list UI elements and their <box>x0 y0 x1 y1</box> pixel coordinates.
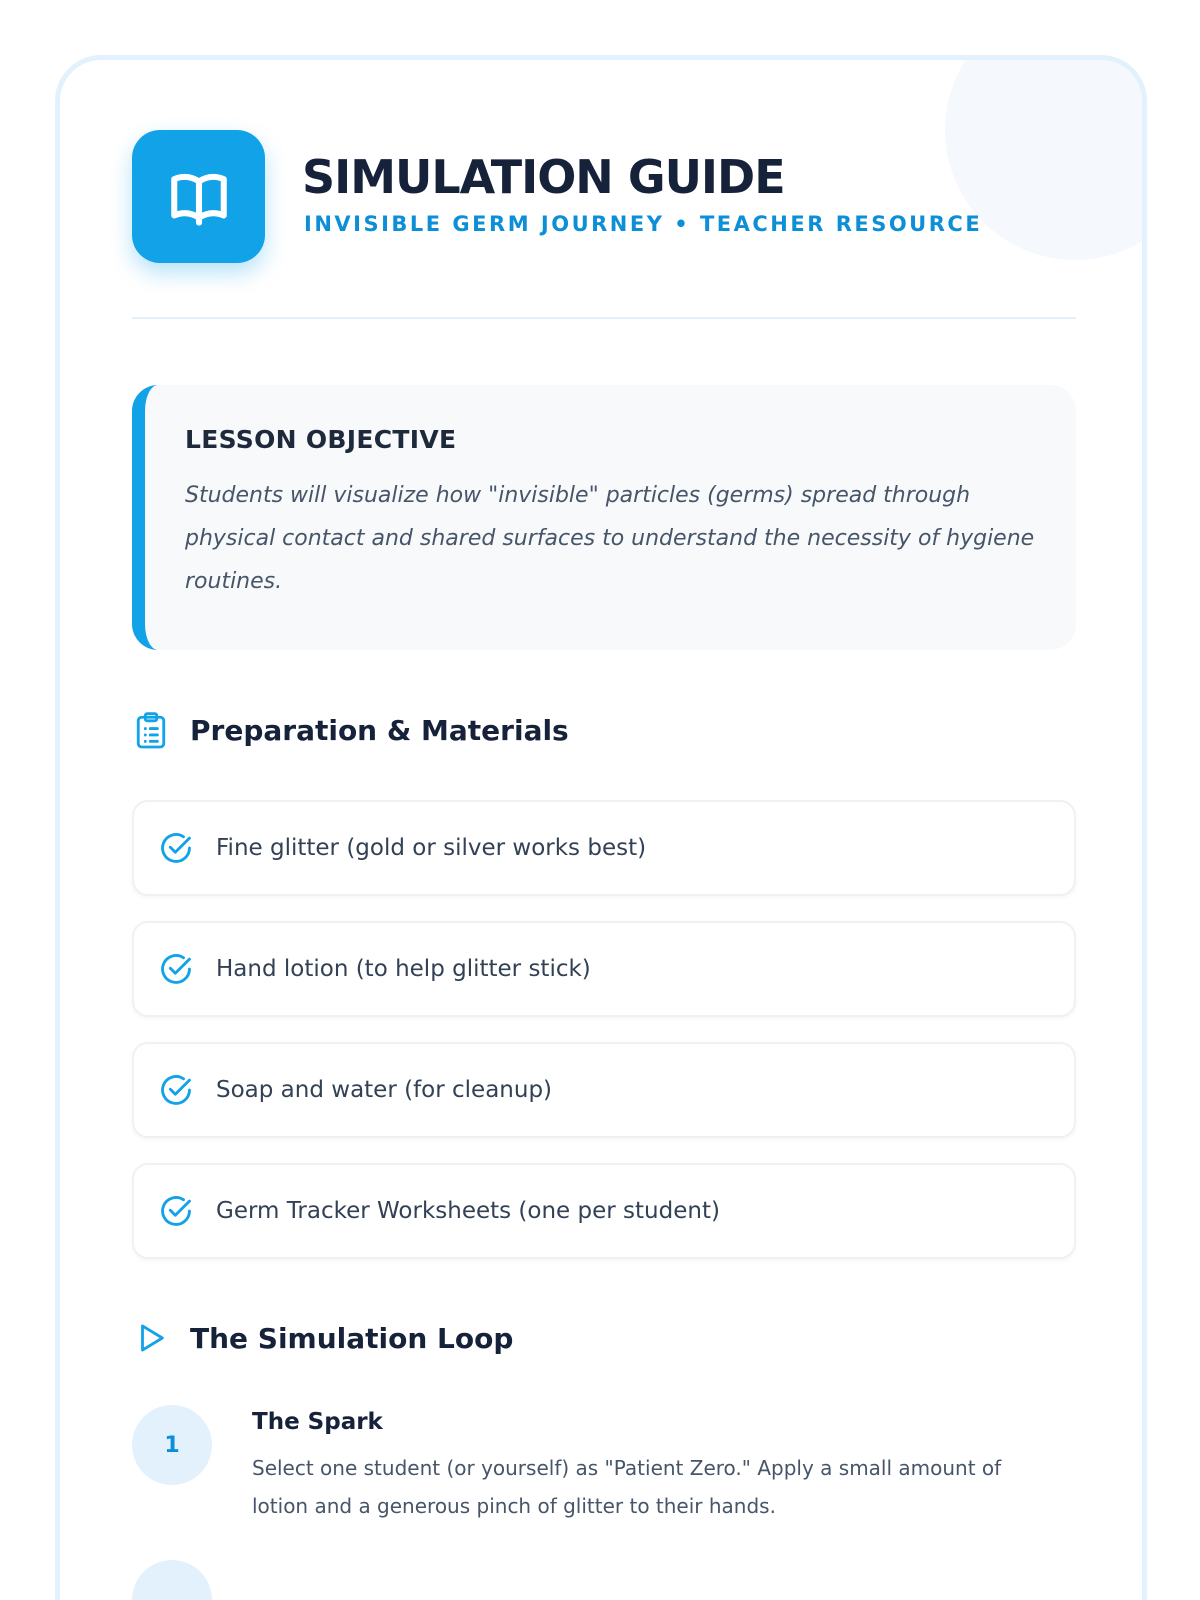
page-title: SIMULATION GUIDE <box>302 150 785 204</box>
material-item <box>132 1042 1076 1138</box>
material-label: Hand lotion (to help glitter stick) <box>216 956 591 982</box>
material-item <box>132 1163 1076 1259</box>
check-circle-icon <box>158 951 194 987</box>
book-open-icon <box>132 130 265 263</box>
material-item <box>132 800 1076 896</box>
material-label: Germ Tracker Worksheets (one per student) <box>216 1198 720 1224</box>
check-circle-icon <box>158 1193 194 1229</box>
materials-section-heading <box>132 710 569 750</box>
material-label: Fine glitter (gold or silver works best) <box>216 835 647 861</box>
objective-text: Students will visualize how "invisible" particles (germs) spread through physical contact and shared surfaces to understand the necessity of hygiene routines. <box>185 483 1035 594</box>
step-number-badge <box>132 1560 212 1600</box>
loop-section-heading <box>132 1318 513 1358</box>
loop-heading: The Simulation Loop <box>190 1321 514 1355</box>
step-title: The Spark <box>252 1409 383 1435</box>
step-number-badge: 1 <box>132 1405 212 1485</box>
check-circle-icon <box>158 830 194 866</box>
simulation-steps <box>132 1405 1076 1600</box>
step-item <box>132 1405 1076 1560</box>
lesson-objective-callout <box>132 385 1076 650</box>
play-icon <box>132 1319 170 1357</box>
materials-heading: Preparation & Materials <box>190 713 569 747</box>
check-circle-icon <box>158 1072 194 1108</box>
guide-card <box>55 55 1147 1600</box>
clipboard-list-icon <box>132 711 170 749</box>
page-subtitle: INVISIBLE GERM JOURNEY • TEACHER RESOURCE <box>304 212 983 236</box>
guide-header <box>132 130 1072 270</box>
step-item-partial <box>132 1560 1076 1600</box>
materials-list <box>132 800 1076 1284</box>
material-label: Soap and water (for cleanup) <box>216 1077 553 1103</box>
header-divider <box>132 317 1076 319</box>
step-description: Select one student (or yourself) as "Patient Zero." Apply a small amount of lotion and a generous pinch of glitter to their hands. <box>252 1456 1002 1518</box>
material-item <box>132 921 1076 1017</box>
objective-heading: LESSON OBJECTIVE <box>185 425 457 454</box>
